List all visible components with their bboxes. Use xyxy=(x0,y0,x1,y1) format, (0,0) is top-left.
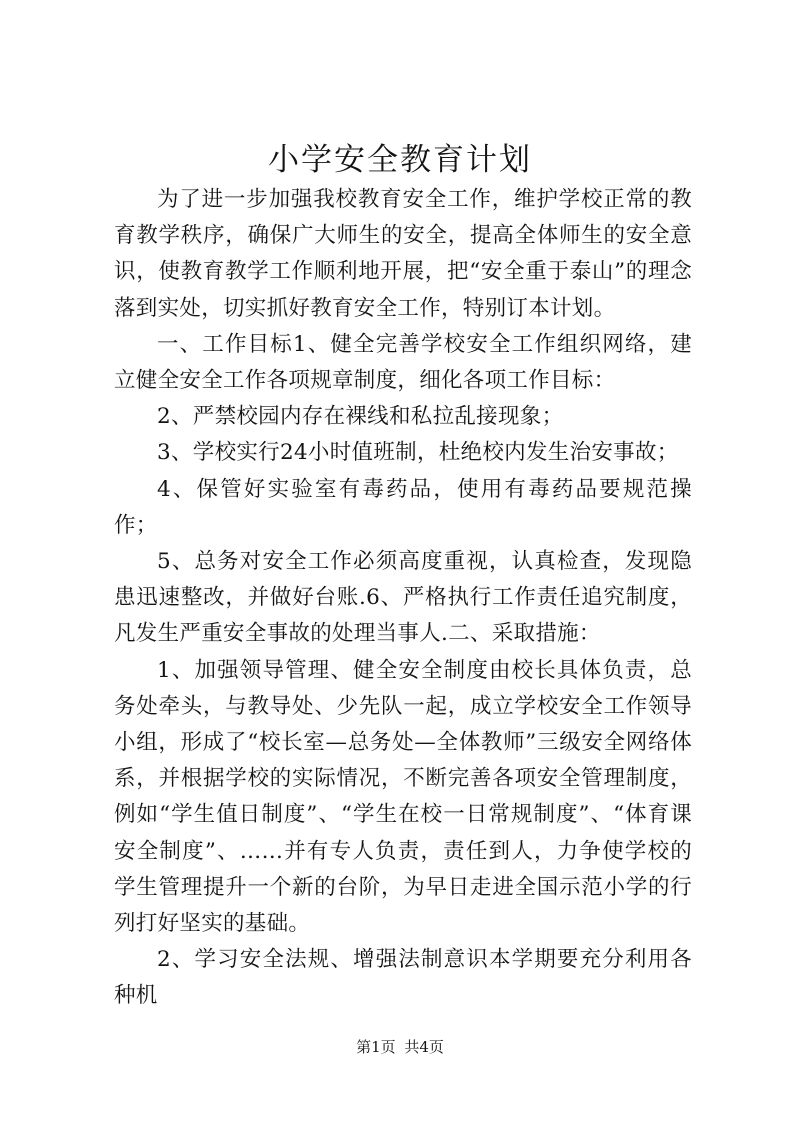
paragraph-intro: 为了进一步加强我校教育安全工作，维护学校正常的教育教学秩序，确保广大师生的安全，提高全体师生的安全意识，使教育教学工作顺利地开展，把“安全重于泰山”的理念落到实处，切实抓好教育安全工作，特别订本计划。 xyxy=(114,187,692,321)
page-footer xyxy=(0,1037,800,1057)
document-body xyxy=(114,182,692,1015)
paragraph-item-3: 3、学校实行24小时值班制，杜绝校内发生治安事故； xyxy=(157,440,679,466)
paragraph-measure-2: 2、学习安全法规、增强法制意识本学期要充分利用各种机 xyxy=(114,947,692,1009)
page-total: 共4页 xyxy=(404,1038,444,1056)
page-title: 小学安全教育计划 xyxy=(268,142,532,178)
paragraph-item-2: 2、严禁校园内存在裸线和私拉乱接现象； xyxy=(157,404,564,430)
paragraph-item-5: 5、总务对安全工作必须高度重视，认真检查，发现隐患迅速整改，并做好台账.6、严格执行工作责任追究制度，凡发生严重安全事故的处理当事人.二、采取措施： xyxy=(114,549,692,647)
paragraph-measure-1: 1、加强领导管理、健全安全制度由校长具体负责，总务处牵头，与教导处、少先队一起，成立学校安全工作领导小组，形成了“校长室—总务处—全体教师”三级安全网络体系，并根据学校的实际情况，不断完善各项安全管理制度，例如“学生值日制度”、“学生在校一日常规制度”、“体育课安全制度”、……并有专人负责，责任到人，力争使学校的学生管理提升一个新的台阶，为早日走进全国示范小学的行列打好坚实的基础。 xyxy=(114,657,692,937)
paragraph-item-4: 4、保管好实验室有毒药品，使用有毒药品要规范操作； xyxy=(114,476,692,538)
paragraph-goals: 一、工作目标1、健全完善学校安全工作组织网络，建立健全安全工作各项规章制度，细化各项工作目标： xyxy=(114,331,692,394)
page-number: 第1页 xyxy=(356,1038,396,1056)
